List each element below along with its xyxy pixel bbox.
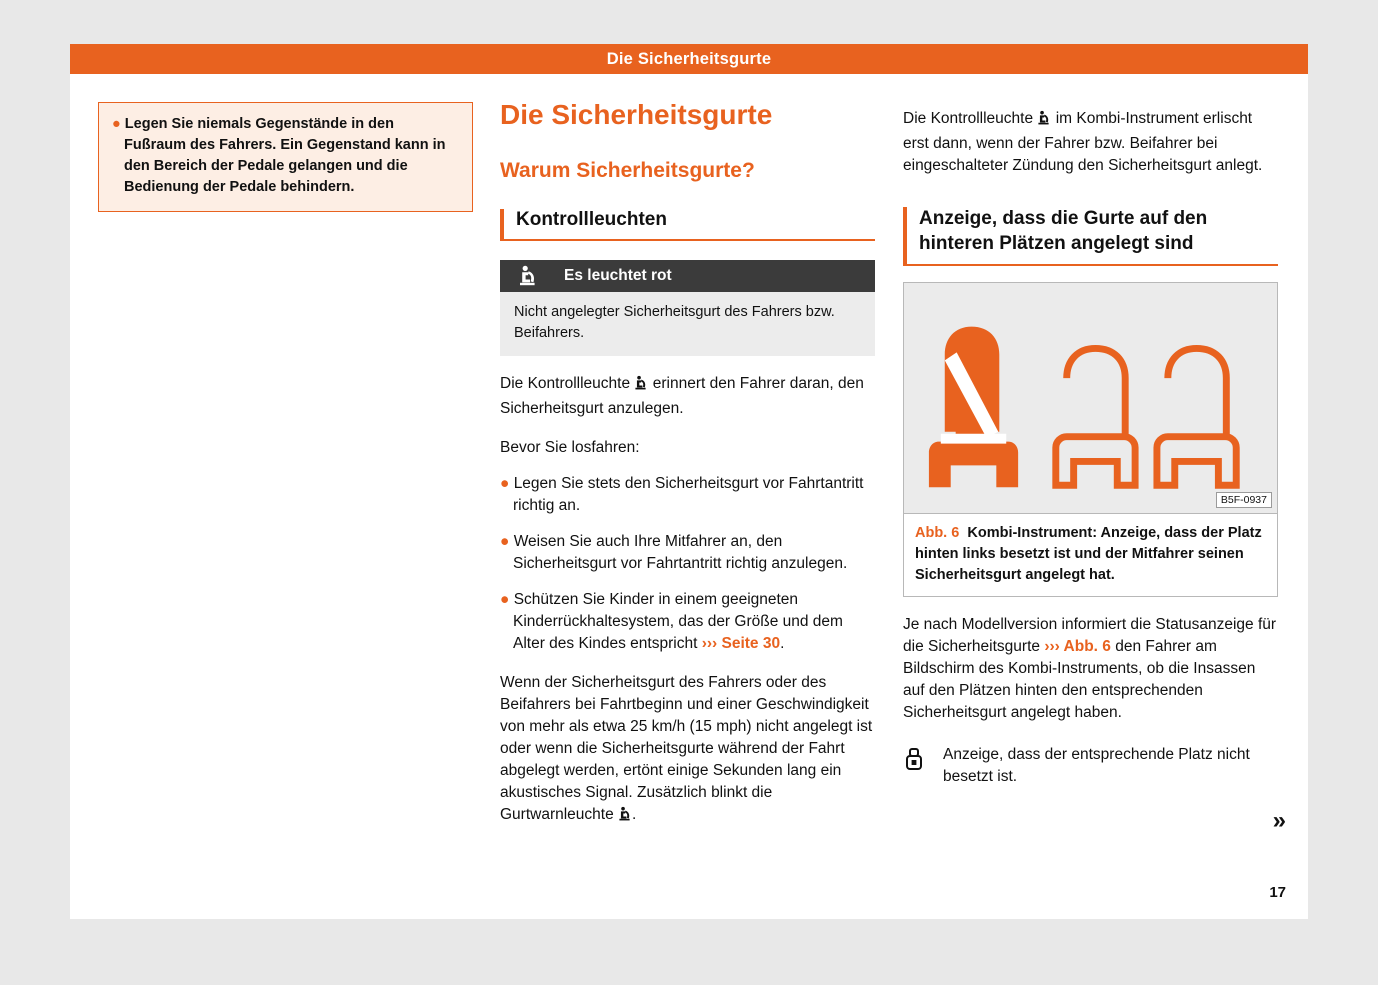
empty-seat-note-text: Anzeige, dass der entsprechende Platz nicht besetzt ist. <box>943 746 1250 786</box>
paragraph-telltale-reminder-part2: erinnert den Fahrer daran, den Sicherheitsgurt anzulegen. <box>500 375 864 418</box>
continuation-arrow: » <box>1272 807 1286 834</box>
seatbelt-warning-icon <box>618 806 632 829</box>
figure-6-caption-text: Kombi-Instrument: Anzeige, dass der Platz hinten links besetzt ist und der Mitfahrer seinen Sicherheitsgurt angelegt hat. <box>915 525 1262 583</box>
list-item-tail: . <box>780 635 785 653</box>
seatbelt-warning-icon <box>634 375 648 398</box>
page-title: Die Sicherheitsgurte <box>500 99 773 130</box>
figure-6 <box>903 282 1278 597</box>
paragraph-status-display-part2: den Fahrer am Bildschirm des Kombi-Instruments, ob die Insassen auf den Plätzen hinten den entsprechenden Sicherheitsgurt angelegt haben. <box>903 638 1256 722</box>
figure-6-caption <box>903 514 1278 597</box>
figure-6-code: B5F-0937 <box>1216 492 1272 508</box>
warning-text: Legen Sie niemals Gegenstände in den Fußraum des Fahrers. Ein Gegenstand kann in den Bereich der Pedale gelangen und die Bedienung der Pedale behindern. <box>124 116 446 196</box>
paragraph-acoustic-signal-text: Wenn der Sicherheitsgurt des Fahrers oder des Beifahrers bei Fahrtbeginn und einer Geschwindigkeit von mehr als etwa 25 km/h (15 mph) nicht angelegt ist oder wenn die Sicherheitsgurte während der Fahrt abgelegt werden, ertönt einige Sekunden lang ein akustisches Signal. Zusätzlich blinkt die Gurtwarnleuchte <box>500 674 873 824</box>
section-heading-rear-belts: Anzeige, dass die Gurte auf den hinteren Plätzen angelegt sind <box>903 207 1278 266</box>
paragraph-telltale-reminder-part1: Die Kontrollleuchte <box>500 375 631 393</box>
paragraph-status-display-part1: Je nach Modellversion informiert die Statusanzeige für die Sicherheitsgurte <box>903 616 1277 656</box>
cross-reference-link-abb-6[interactable]: ››› Abb. 6 <box>1044 638 1111 656</box>
paragraph-status-display <box>903 614 1278 724</box>
list-item-text: Schützen Sie Kinder in einem geeigneten Kinderrückhaltesystem, das der Größe und dem Alter des Kindes entspricht <box>513 591 843 653</box>
page-header-title: Die Sicherheitsgurte <box>606 49 772 68</box>
page-header-bar <box>70 44 1308 74</box>
figure-6-image <box>903 282 1278 514</box>
paragraph-telltale-off <box>903 108 1278 177</box>
bullet-icon: ● <box>500 591 510 609</box>
section-heading-kontrollleuchten: Kontrollleuchten <box>500 209 875 241</box>
warning-box <box>98 102 473 212</box>
warning-bullet-icon: ● <box>112 116 121 132</box>
column-right <box>903 74 1278 788</box>
paragraph-acoustic-signal <box>500 672 875 829</box>
telltale-description: Nicht angelegter Sicherheitsgurt des Fahrers bzw. Beifahrers. <box>500 292 875 356</box>
seatbelt-warning-icon <box>518 265 538 287</box>
list-item <box>500 473 875 517</box>
telltale-label: Es leuchtet rot <box>564 267 672 285</box>
list-item <box>500 589 875 655</box>
bullet-icon: ● <box>500 475 510 493</box>
paragraph-telltale-off-part2: im Kombi-Instrument erlischt erst dann, wenn der Fahrer bzw. Beifahrer bei eingeschalteter Zündung den Sicherheitsgurt anlegt. <box>903 110 1263 174</box>
empty-seat-note <box>903 744 1278 788</box>
warning-paragraph <box>112 114 459 198</box>
telltale-header-row <box>500 260 875 292</box>
column-middle <box>500 74 875 829</box>
paragraph-telltale-reminder <box>500 373 875 420</box>
column-left <box>98 74 473 212</box>
list-item-text: Weisen Sie auch Ihre Mitfahrer an, den Sicherheitsgurt vor Fahrtantritt richtig anzulegen. <box>513 533 848 573</box>
page-content <box>70 74 1308 919</box>
figure-6-caption-label: Abb. 6 <box>915 525 960 542</box>
paragraph-telltale-off-part1: Die Kontrollleuchte <box>903 110 1034 127</box>
paragraph-acoustic-signal-tail: . <box>632 806 637 824</box>
page-number: 17 <box>1269 884 1286 901</box>
bullet-icon: ● <box>500 533 510 551</box>
paragraph-before-driving: Bevor Sie losfahren: <box>500 439 640 457</box>
empty-seat-icon <box>903 744 943 778</box>
manual-page <box>70 44 1308 919</box>
list-item <box>500 531 875 575</box>
cross-reference-link-seite-30[interactable]: ››› Seite 30 <box>701 635 781 653</box>
seatbelt-warning-icon <box>1037 110 1051 133</box>
list-item-text: Legen Sie stets den Sicherheitsgurt vor Fahrtantritt richtig an. <box>513 475 864 515</box>
page-subtitle: Warum Sicherheitsgurte? <box>500 159 755 183</box>
